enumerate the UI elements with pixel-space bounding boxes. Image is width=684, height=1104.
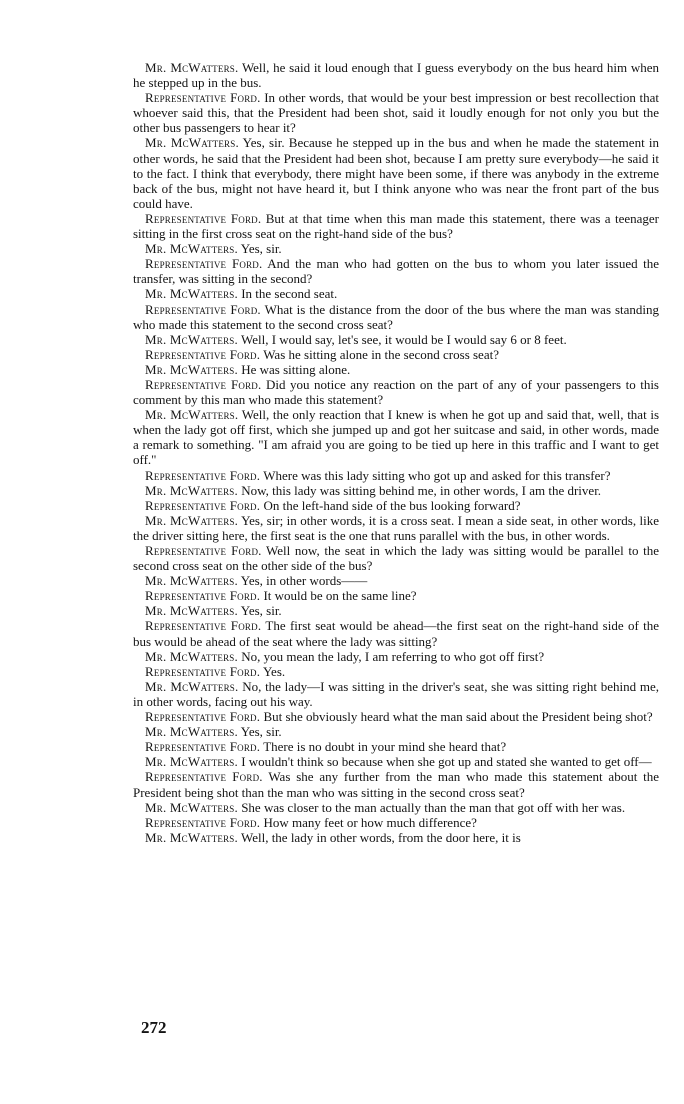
testimony-text: And the man who had gotten on the bus to whom you later issued the transfer, was sitting in the second? <box>133 256 659 287</box>
testimony-paragraph <box>133 332 659 347</box>
speaker-name: Mr. McWatters. <box>145 135 239 151</box>
testimony-paragraph <box>133 90 659 135</box>
testimony-paragraph <box>133 543 659 573</box>
speaker-name: Mr. McWatters. <box>145 799 238 815</box>
testimony-text: Well, he said it loud enough that I guess everybody on the bus heard him when he stepped up in the bus. <box>133 60 660 91</box>
testimony-text: The first seat would be ahead—the first seat on the right-hand side of the bus would be ahead of the seat where the lady was sitting? <box>133 618 659 649</box>
testimony-paragraph <box>133 649 659 664</box>
testimony-text: Was he sitting alone in the second cross seat? <box>263 346 499 362</box>
testimony-text: No, the lady—I was sitting in the driver's seat, she was sitting right behind me, in other words, facing out his way. <box>133 678 659 709</box>
page-number: 272 <box>141 1018 167 1037</box>
speaker-name: Mr. McWatters. <box>145 407 239 423</box>
testimony-paragraph <box>133 800 659 815</box>
testimony-text: Well, the lady in other words, from the door here, it is <box>240 829 521 845</box>
testimony-text: What is the distance from the door of the bus where the man was standing who made this statement to the second cross seat? <box>133 301 660 332</box>
testimony-paragraph <box>133 60 659 90</box>
speaker-name: Representative Ford. <box>145 739 261 755</box>
testimony-text: Where was this lady sitting who got up and asked for this transfer? <box>263 467 611 483</box>
testimony-text: There is no doubt in your mind she heard that? <box>263 739 507 755</box>
testimony-text: But she obviously heard what the man said about the President being shot? <box>263 709 653 725</box>
speaker-name: Representative Ford. <box>145 256 263 272</box>
speaker-name: Mr. McWatters. <box>145 361 238 377</box>
testimony-paragraph <box>133 377 659 407</box>
speaker-name: Mr. McWatters. <box>145 754 238 770</box>
speaker-name: Representative Ford. <box>145 497 261 513</box>
speaker-name: Mr. McWatters. <box>145 482 238 498</box>
testimony-paragraph <box>133 618 659 648</box>
testimony-paragraph <box>133 347 659 362</box>
testimony-text: Yes, sir. <box>240 241 282 257</box>
speaker-name: Mr. McWatters. <box>145 724 238 740</box>
speaker-name: Representative Ford. <box>145 301 261 317</box>
testimony-text: On the left-hand side of the bus looking forward? <box>263 497 521 513</box>
speaker-name: Mr. McWatters. <box>145 60 239 75</box>
speaker-name: Representative Ford. <box>145 663 261 679</box>
testimony-text: Well, I would say, let's see, it would be I would say 6 or 8 feet. <box>240 331 567 347</box>
testimony-text: Yes, in other words—— <box>240 573 368 589</box>
testimony-paragraph <box>133 573 659 588</box>
testimony-paragraph <box>133 241 659 256</box>
testimony-text: Was she any further from the man who made this statement about the President being shot than the man who was sitting in the second cross seat? <box>133 769 660 800</box>
testimony-paragraph <box>133 588 659 603</box>
speaker-name: Representative Ford. <box>145 618 262 634</box>
speaker-name: Representative Ford. <box>145 814 261 830</box>
testimony-paragraph <box>133 362 659 377</box>
speaker-name: Mr. McWatters. <box>145 331 238 347</box>
testimony-text: Yes, sir. <box>240 603 282 619</box>
testimony-paragraph <box>133 830 659 845</box>
testimony-paragraph <box>133 498 659 513</box>
testimony-text: Well now, the seat in which the lady was sitting would be parallel to the second cross seat on the other side of the bus? <box>133 543 660 574</box>
testimony-paragraph <box>133 754 659 769</box>
speaker-name: Representative Ford. <box>145 376 262 392</box>
testimony-paragraph <box>133 256 659 286</box>
testimony-text: Well, the only reaction that I knew is when he got up and said that, well, that is when the lady got off first, which she jumped up and got her suitcase and said, in other words, made a remark to something. "I am afraid you are going to be tied up here in this traffic and I want to get off." <box>133 407 659 468</box>
testimony-text: How many feet or how much difference? <box>263 814 477 830</box>
testimony-text: I wouldn't think so because when she got up and stated she wanted to get off— <box>241 754 652 770</box>
testimony-paragraph <box>133 815 659 830</box>
testimony-text: He was sitting alone. <box>241 361 351 377</box>
testimony-paragraph <box>133 739 659 754</box>
testimony-paragraph <box>133 724 659 739</box>
testimony-text: In the second seat. <box>241 286 338 302</box>
transcript-body <box>133 60 659 845</box>
testimony-text: She was closer to the man actually than the man that got off with her was. <box>241 799 626 815</box>
speaker-name: Representative Ford. <box>145 588 261 604</box>
speaker-name: Mr. McWatters. <box>145 573 238 589</box>
speaker-name: Mr. McWatters. <box>145 829 238 845</box>
testimony-paragraph <box>133 483 659 498</box>
testimony-paragraph <box>133 664 659 679</box>
speaker-name: Mr. McWatters. <box>145 286 238 302</box>
testimony-text: Yes, sir; in other words, it is a cross seat. I mean a side seat, in other words, like the driver sitting here, the first seat is the one that runs parallel with the bus, in other words. <box>133 512 659 543</box>
speaker-name: Mr. McWatters. <box>145 512 239 528</box>
speaker-name: Representative Ford. <box>145 210 262 226</box>
speaker-name: Representative Ford. <box>145 709 261 725</box>
testimony-paragraph <box>133 513 659 543</box>
speaker-name: Mr. McWatters. <box>145 648 238 664</box>
testimony-paragraph <box>133 603 659 618</box>
testimony-text: It would be on the same line? <box>263 588 417 604</box>
testimony-paragraph <box>133 135 659 210</box>
testimony-text: Yes. <box>262 663 286 679</box>
testimony-text: Yes, sir. <box>240 724 282 740</box>
testimony-paragraph <box>133 211 659 241</box>
testimony-text: In other words, that would be your best impression or best recollection that whoever said this, that the President had been shot, said it loudly enough for not only you but the other bus passengers to hear it? <box>133 90 660 136</box>
speaker-name: Representative Ford. <box>145 467 261 483</box>
speaker-name: Mr. McWatters. <box>145 678 239 694</box>
testimony-paragraph <box>133 769 659 799</box>
testimony-paragraph <box>133 286 659 301</box>
testimony-text: Now, this lady was sitting behind me, in other words, I am the driver. <box>241 482 602 498</box>
speaker-name: Mr. McWatters. <box>145 241 238 257</box>
testimony-paragraph <box>133 709 659 724</box>
testimony-paragraph <box>133 407 659 467</box>
testimony-text: Did you notice any reaction on the part of any of your passengers to this comment by this man who made this statement? <box>133 376 659 408</box>
speaker-name: Representative Ford. <box>145 346 261 362</box>
testimony-paragraph <box>133 468 659 483</box>
speaker-name: Mr. McWatters. <box>145 603 238 619</box>
speaker-name: Representative Ford. <box>145 90 261 106</box>
speaker-name: Representative Ford. <box>145 769 263 785</box>
speaker-name: Representative Ford. <box>145 543 262 558</box>
testimony-text: But at that time when this man made this statement, there was a teenager sitting in the first cross seat on the right-hand side of the bus? <box>133 210 659 242</box>
testimony-paragraph <box>133 679 659 709</box>
testimony-text: No, you mean the lady, I am referring to who got off first? <box>241 648 545 664</box>
testimony-text: Yes, sir. Because he stepped up in the bus and when he made the statement in other words, he said that the President had been shot, because I am pretty sure everybody—he said it to the fact. I think that everybody, there might have been some, if there was anybody in the extreme back of the bus, might not have heard it, but I think anyone who was near the front part of the bus could have. <box>133 135 660 211</box>
testimony-paragraph <box>133 302 659 332</box>
